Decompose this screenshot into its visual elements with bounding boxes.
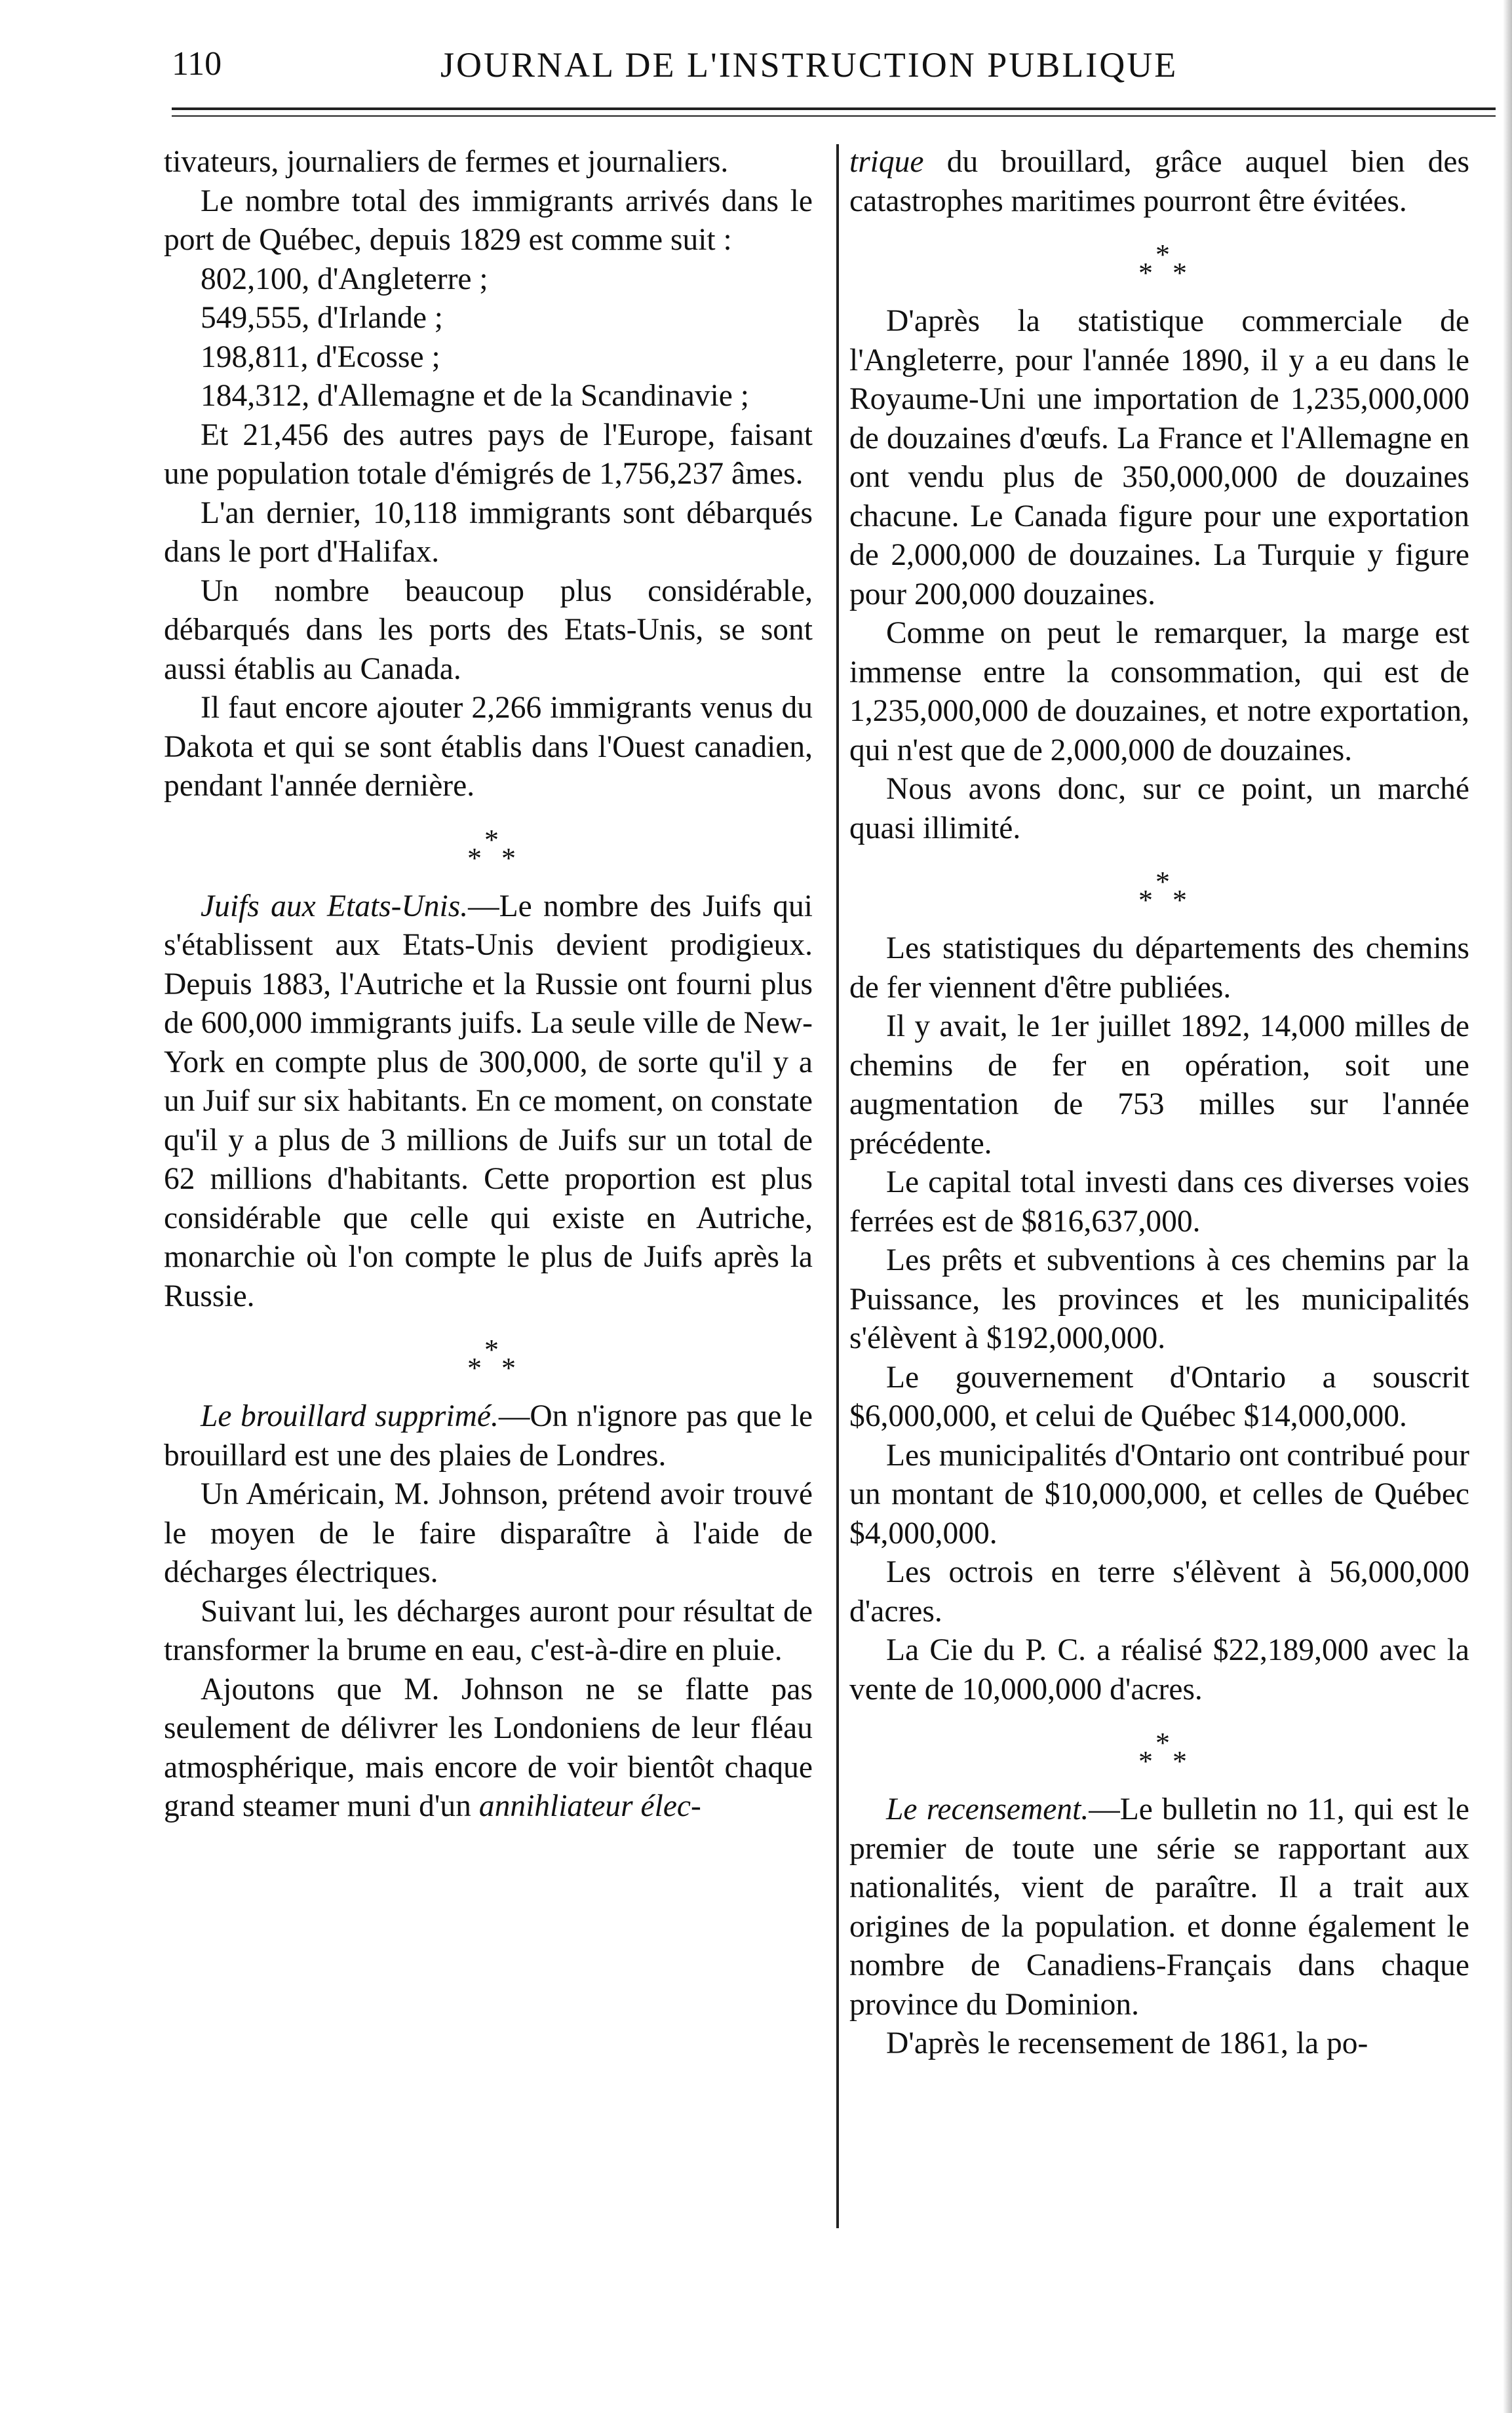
separator-asterisk: * bbox=[1173, 1745, 1187, 1777]
article-juifs bbox=[164, 887, 813, 1317]
separator-asterisk: * bbox=[1155, 1727, 1170, 1759]
immigration-figure: 198,811, d'Ecosse ; bbox=[201, 339, 440, 374]
paragraph-text: Ajoutons que M. Johnson ne se flatte pas seulement de délivrer les Londoniens de leur fléau atmosphérique, mais encore de voir bientôt chaque grand steamer muni d'un bbox=[164, 1672, 813, 1823]
paragraph: Et 21,456 des autres pays de l'Europe, faisant une population totale d'émigrés de 1,756,237 âmes. bbox=[164, 417, 813, 491]
paragraph: L'an dernier, 10,118 immigrants sont débarqués dans le port d'Halifax. bbox=[164, 495, 813, 569]
article-heading: Juifs aux Etats-Unis. bbox=[201, 889, 469, 923]
paragraph: Les octrois en terre s'élèvent à 56,000,000 d'acres. bbox=[849, 1555, 1469, 1629]
paragraph: Comme on peut le remarquer, la marge est immense entre la consommation, qui est de 1,235,000,000 de douzaines, et notre exportation, qui n'est que de 2,000,000 de douzaines. bbox=[849, 616, 1469, 767]
paragraph: D'après la statistique commerciale de l'Angleterre, pour l'année 1890, il y a eu dans le Royaume-Uni une importation de 1,235,000,000 de douzaines d'œufs. La France et l'Allemagne en ont vendu plus de 350,000,000 de douzaines chacune. Le Canada figure pour une exportation de 2,000,000 de douzaines. La Turquie y figure pour 200,000 douzaines. bbox=[849, 304, 1469, 611]
column-divider bbox=[836, 144, 839, 2228]
italic-text: trique bbox=[849, 145, 924, 179]
separator-asterisk: * bbox=[1155, 239, 1170, 271]
separator-asterisk: * bbox=[467, 1352, 482, 1384]
italic-text: annihliateur élec- bbox=[478, 1789, 701, 1823]
separator-asterisk: * bbox=[1138, 884, 1153, 916]
separator-asterisk: * bbox=[1173, 884, 1187, 916]
header-rule-thick bbox=[172, 107, 1496, 110]
paragraph: Le gouvernement d'Ontario a souscrit $6,000,000, et celui de Québec $14,000,000. bbox=[849, 1360, 1469, 1433]
article-text: —Le nombre des Juifs qui s'établissent aux Etats-Unis devient prodigieux. Depuis 1883, l'Autriche et la Russie ont fourni plus de 600,000 immigrants juifs. La seule ville de New-York en compte plus de 300,000, de sorte qu'il y a un Juif sur six habitants. En ce moment, on constate qu'il y a plus de 3 millions de Juifs sur un total de 62 millions d'habitants. Cette proportion est plus considérable que celle qui existe en Autriche, monarchie où l'on compte le plus de Juifs après la Russie. bbox=[164, 889, 813, 1313]
section-separator bbox=[164, 1316, 813, 1397]
paragraph: Les prêts et subventions à ces chemins par la Puissance, les provinces et les municipalités s'élèvent à $192,000,000. bbox=[849, 1243, 1469, 1355]
running-title: JOURNAL DE L'INSTRUCTION PUBLIQUE bbox=[440, 45, 1178, 85]
paragraph: La Cie du P. C. a réalisé $22,189,000 avec la vente de 10,000,000 d'acres. bbox=[849, 1633, 1469, 1707]
paragraph: Le nombre total des immigrants arrivés dans le port de Québec, depuis 1829 est comme suit : bbox=[164, 183, 813, 257]
paragraph: Le capital total investi dans ces diverses voies ferrées est de $816,637,000. bbox=[849, 1165, 1469, 1239]
article-text: —On n'ignore pas que le brouillard est une des plaies de Londres. bbox=[164, 1399, 813, 1473]
paragraph: Suivant lui, les décharges auront pour résultat de transformer la brume en eau, c'est-à-dire en pluie. bbox=[164, 1594, 813, 1667]
left-column bbox=[164, 143, 813, 1826]
immigration-figure: 184,312, d'Allemagne et de la Scandinavie ; bbox=[201, 379, 749, 413]
section-separator bbox=[849, 221, 1469, 302]
separator-asterisk: * bbox=[1173, 257, 1187, 289]
paragraph bbox=[164, 1670, 813, 1826]
article-recensement bbox=[849, 1790, 1469, 2024]
paragraph: Il faut encore ajouter 2,266 immigrants venus du Dakota et qui se sont établis dans l'Ouest canadien, pendant l'année dernière. bbox=[164, 691, 813, 803]
section-separator bbox=[849, 848, 1469, 929]
article-heading: Le recensement. bbox=[886, 1792, 1089, 1826]
immigration-figure: 549,555, d'Irlande ; bbox=[201, 301, 444, 335]
article-heading: Le brouillard supprimé. bbox=[201, 1399, 499, 1433]
separator-asterisk: * bbox=[501, 841, 516, 874]
paragraph bbox=[849, 143, 1469, 221]
page-edge-shadow bbox=[1503, 0, 1512, 2413]
separator-asterisk: * bbox=[1138, 1745, 1153, 1777]
section-separator bbox=[849, 1709, 1469, 1790]
article-text: —Le bulletin no 11, qui est le premier de toute une série se rapportant aux nationalités, vient de paraître. Il a trait aux origines de la population. et donne également le nombre de Canadiens-Français dans chaque province du Dominion. bbox=[849, 1792, 1469, 2022]
separator-asterisk: * bbox=[1155, 866, 1170, 898]
paragraph: Un Américain, M. Johnson, prétend avoir trouvé le moyen de le faire disparaître à l'aide de décharges électriques. bbox=[164, 1477, 813, 1589]
header-rule-thin bbox=[172, 115, 1496, 117]
separator-asterisk: * bbox=[484, 823, 499, 856]
separator-asterisk: * bbox=[1138, 257, 1153, 289]
paragraph-text: du brouillard, grâce auquel bien des catastrophes maritimes pourront être évitées. bbox=[849, 145, 1469, 218]
page-header bbox=[172, 39, 1358, 92]
paragraph: tivateurs, journaliers de fermes et journaliers. bbox=[164, 145, 729, 179]
paragraph: Un nombre beaucoup plus considérable, débarqués dans les ports des Etats-Unis, se sont aussi établis au Canada. bbox=[164, 573, 813, 686]
paragraph: D'après le recensement de 1861, la po- bbox=[886, 2026, 1368, 2060]
page-number: 110 bbox=[172, 45, 222, 83]
separator-asterisk: * bbox=[501, 1352, 516, 1384]
paragraph: Les municipalités d'Ontario ont contribué pour un montant de $10,000,000, et celles de Québec $4,000,000. bbox=[849, 1438, 1469, 1551]
paragraph: Nous avons donc, sur ce point, un marché quasi illimité. bbox=[849, 772, 1469, 845]
separator-asterisk: * bbox=[484, 1334, 499, 1366]
separator-asterisk: * bbox=[467, 841, 482, 874]
article-brouillard bbox=[164, 1397, 813, 1475]
paragraph: Il y avait, le 1er juillet 1892, 14,000 milles de chemins de fer en opération, soit une augmentation de 753 milles sur l'année précédente. bbox=[849, 1009, 1469, 1161]
section-separator bbox=[164, 806, 813, 887]
right-column bbox=[849, 143, 1469, 2064]
paragraph: Les statistiques du départements des chemins de fer viennent d'être publiées. bbox=[849, 931, 1469, 1005]
immigration-figure: 802,100, d'Angleterre ; bbox=[201, 261, 488, 296]
